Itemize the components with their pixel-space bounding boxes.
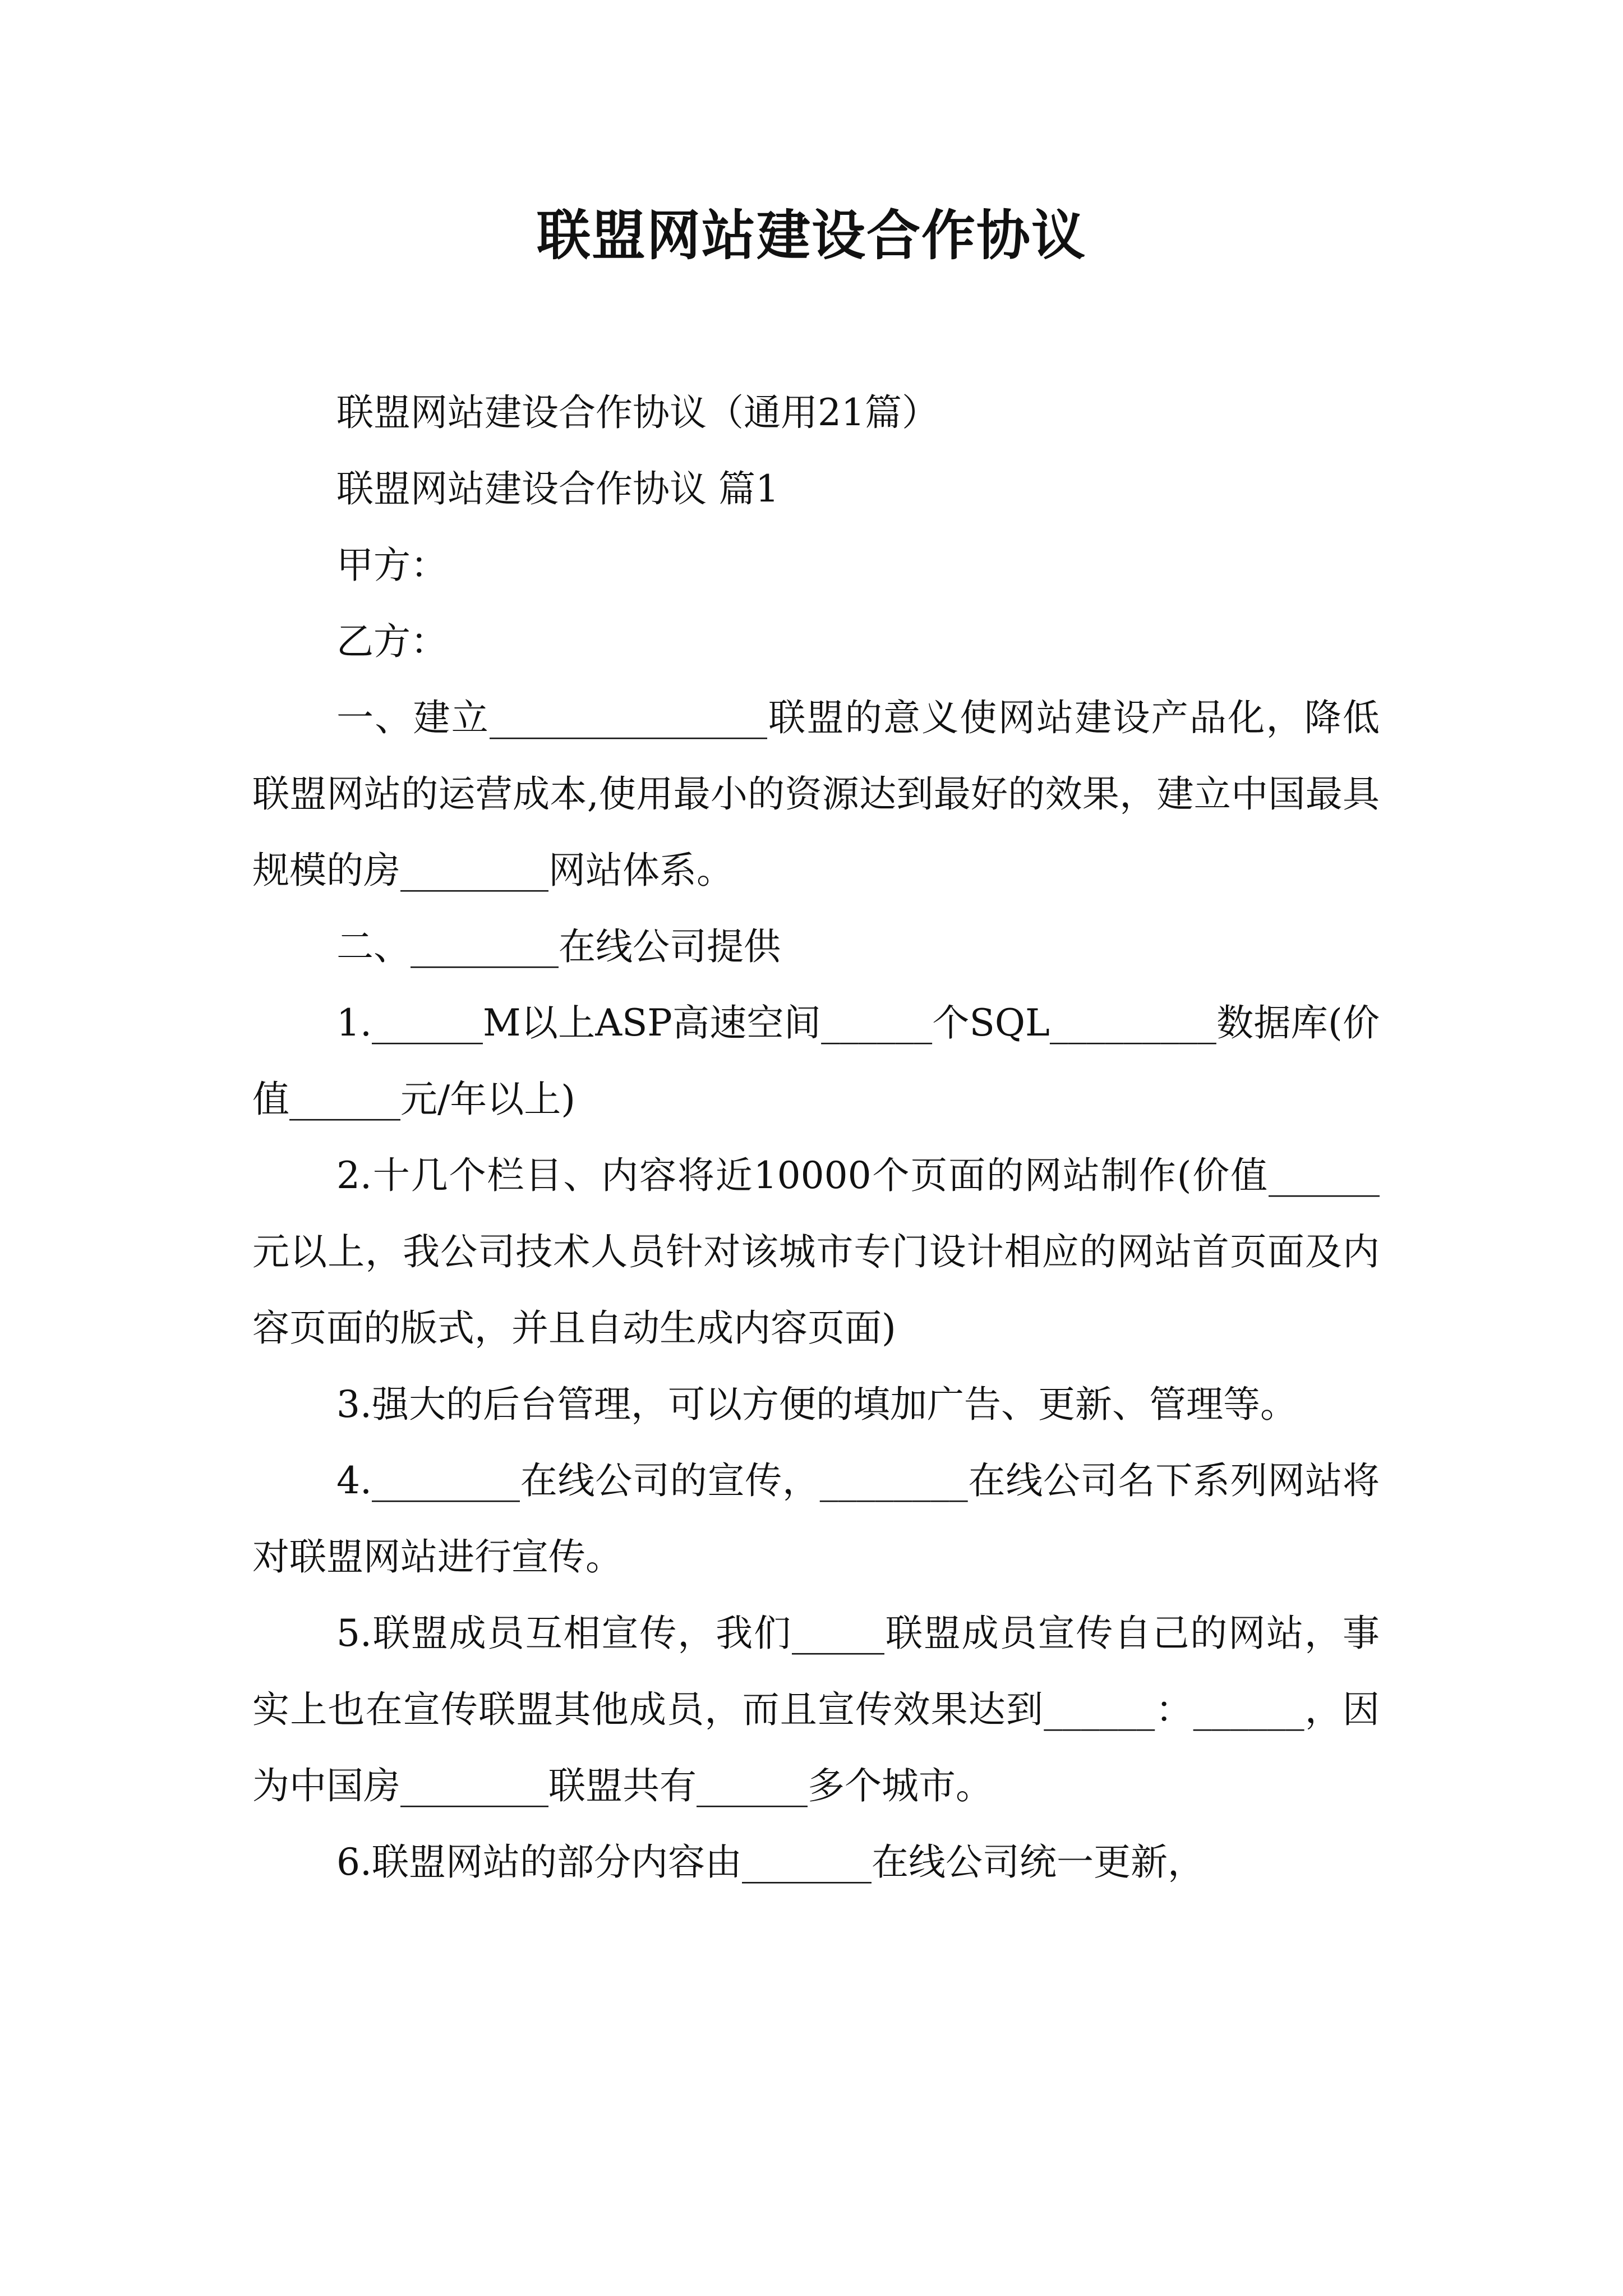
section-heading: 联盟网站建设合作协议 篇1 [336, 467, 779, 510]
paragraph-1: 一、建立_______________联盟的意义使网站建设产品化，降低联盟网站的运营成本,使用最小的资源达到最好的效果，建立中国最具规模的房________网站体系。 [252, 696, 1380, 892]
paragraph-8: 6.联盟网站的部分内容由_______在线公司统一更新， [336, 1841, 1205, 1884]
paragraph-5: 3.强大的后台管理，可以方便的填加广告、更新、管理等。 [336, 1383, 1297, 1426]
document-title: 联盟网站建设合作协议 [537, 204, 1086, 267]
paragraph-4: 2.十几个栏目、内容将近10000个页面的网站制作(价值______元以上，我公司技术人员针对该城市专门设计相应的网站首页面及内容页面的版式，并且自动生成内容页面) [252, 1154, 1380, 1350]
paragraph-2: 二、________在线公司提供 [336, 925, 781, 968]
paragraph-6: 4.________在线公司的宣传，________在线公司名下系列网站将对联盟网站进行宣传。 [252, 1459, 1380, 1579]
paragraph-7: 5.联盟成员互相宣传，我们_____联盟成员宣传自己的网站，事实上也在宣传联盟其他成员，而且宣传效果达到______：______，因为中国房________联盟共有______多个城市。 [252, 1612, 1380, 1807]
document-subtitle: 联盟网站建设合作协议（通用21篇） [336, 391, 939, 434]
paragraph-3: 1.______M以上ASP高速空间______个SQL_________数据库(价值______元/年以上) [252, 1001, 1380, 1121]
party-a-line: 甲方： [336, 544, 448, 587]
party-b-line: 乙方： [336, 620, 448, 663]
document-body [252, 375, 1380, 1901]
